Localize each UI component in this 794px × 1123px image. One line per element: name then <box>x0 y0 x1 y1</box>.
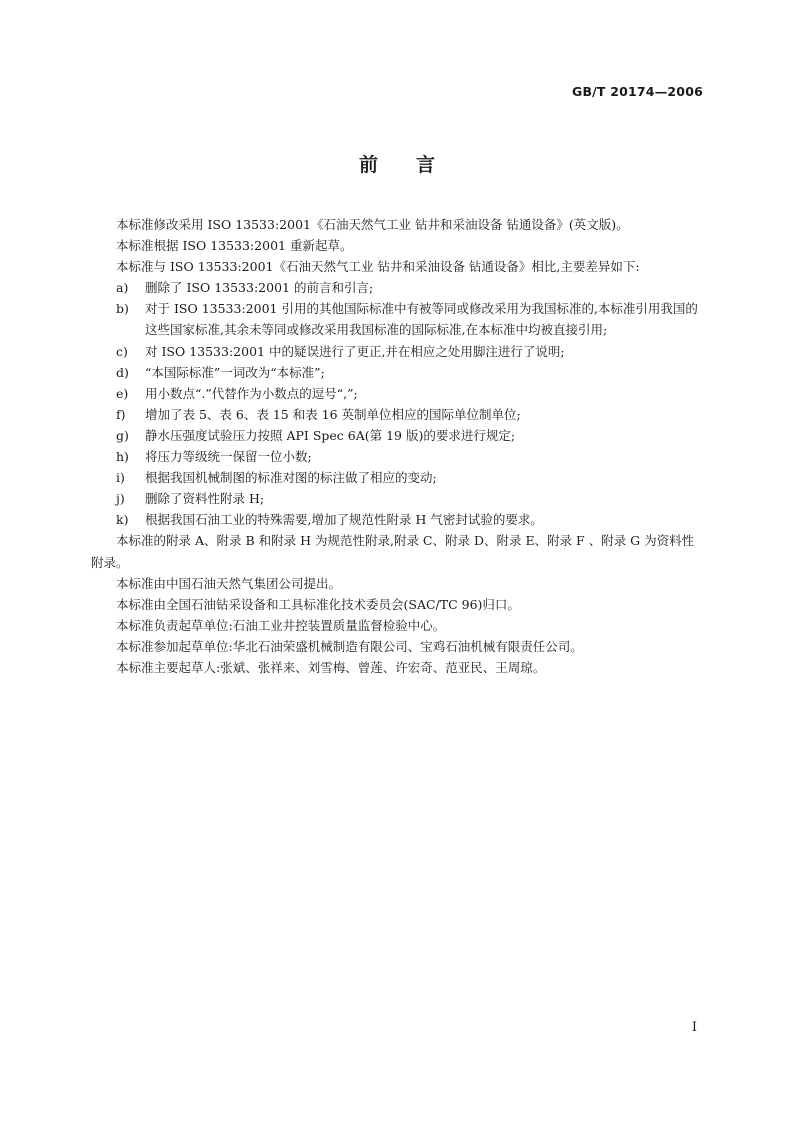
list-item-text: 根据我国机械制图的标准对图的标注做了相应的变动; <box>145 470 437 486</box>
list-item-label: i) <box>116 470 125 486</box>
intro-paragraph: 本标准修改采用 ISO 13533:2001《石油天然气工业 钻井和采油设备 钻通设备》(英文版)。 <box>116 217 629 232</box>
list-item-text: 静水压强度试验压力按照 API Spec 6A(第 19 版)的要求进行规定; <box>145 427 516 443</box>
list-item-text: 将压力等级统一保留一位小数; <box>145 449 312 465</box>
closing-paragraph: 本标准参加起草单位:华北石油荣盛机械制造有限公司、宝鸡石油机械有限责任公司。 <box>116 638 583 654</box>
list-item <box>91 383 703 404</box>
list-item <box>91 362 703 383</box>
list-item-text: 增加了表 5、表 6、表 15 和表 16 英制单位相应的国际单位制单位; <box>145 406 521 422</box>
intro-paragraph: 本标准与 ISO 13533:2001《石油天然气工业 钻井和采油设备 钻通设备》相比,主要差异如下: <box>116 259 640 275</box>
list-item <box>91 341 703 362</box>
preface-body <box>91 214 703 678</box>
list-item-label: a) <box>116 280 129 296</box>
list-item <box>91 488 703 509</box>
list-item-label: h) <box>116 449 129 465</box>
list-item-text: 用小数点“.”代替作为小数点的逗号“,”; <box>145 385 358 401</box>
list-item-text: “本国际标准”一词改为“本标准”; <box>145 364 325 380</box>
closing-paragraph: 本标准由中国石油天然气集团公司提出。 <box>116 575 342 591</box>
list-item-label: g) <box>116 427 129 443</box>
page-title: 前言 <box>358 154 473 176</box>
list-item-text: 根据我国石油工业的特殊需要,增加了规范性附录 H 气密封试验的要求。 <box>145 512 543 528</box>
list-item-text: 删除了 ISO 13533:2001 的前言和引言; <box>145 280 374 296</box>
page-number: I <box>691 1020 697 1035</box>
list-item-text: 对 ISO 13533:2001 中的疑误进行了更正,并在相应之处用脚注进行了说明; <box>145 343 565 359</box>
intro-paragraph: 本标准根据 ISO 13533:2001 重新起草。 <box>116 238 353 254</box>
closing-paragraph: 本标准由全国石油钻采设备和工具标准化技术委员会(SAC/TC 96)归口。 <box>116 596 520 612</box>
list-item <box>91 298 703 340</box>
differences-list <box>91 277 703 530</box>
list-item-label: b) <box>116 301 129 317</box>
list-item-label: c) <box>116 343 128 359</box>
list-item <box>91 277 703 298</box>
list-item <box>91 425 703 446</box>
closing-paragraph: 本标准负责起草单位:石油工业井控装置质量监督检验中心。 <box>116 617 446 633</box>
list-item <box>91 509 703 530</box>
list-item-label: k) <box>116 512 129 528</box>
list-item-text: 删除了资料性附录 H; <box>145 491 265 507</box>
closing-paragraph: 本标准主要起草人:张斌、张祥来、刘雪梅、曾莲、许宏奇、范亚民、王周琼。 <box>116 659 546 675</box>
closing-paragraph: 本标准的附录 A、附录 B 和附录 H 为规范性附录,附录 C、附录 D、附录 E、附录 F 、附录 G 为资料性附录。 <box>91 533 695 570</box>
list-item-label: e) <box>116 385 129 401</box>
list-item <box>91 404 703 425</box>
list-item <box>91 467 703 488</box>
standard-number: GB/T 20174—2006 <box>571 84 703 99</box>
list-item <box>91 446 703 467</box>
list-item-label: d) <box>116 364 129 380</box>
list-item-text: 对于 ISO 13533:2001 引用的其他国际标准中有被等同或修改采用为我国标准的,本标准引用我国的这些国家标准,其余未等同或修改采用我国标准的国际标准,在本标准中均被直接引用; <box>145 301 698 338</box>
list-item-label: f) <box>116 406 126 422</box>
list-item-label: j) <box>116 491 125 507</box>
